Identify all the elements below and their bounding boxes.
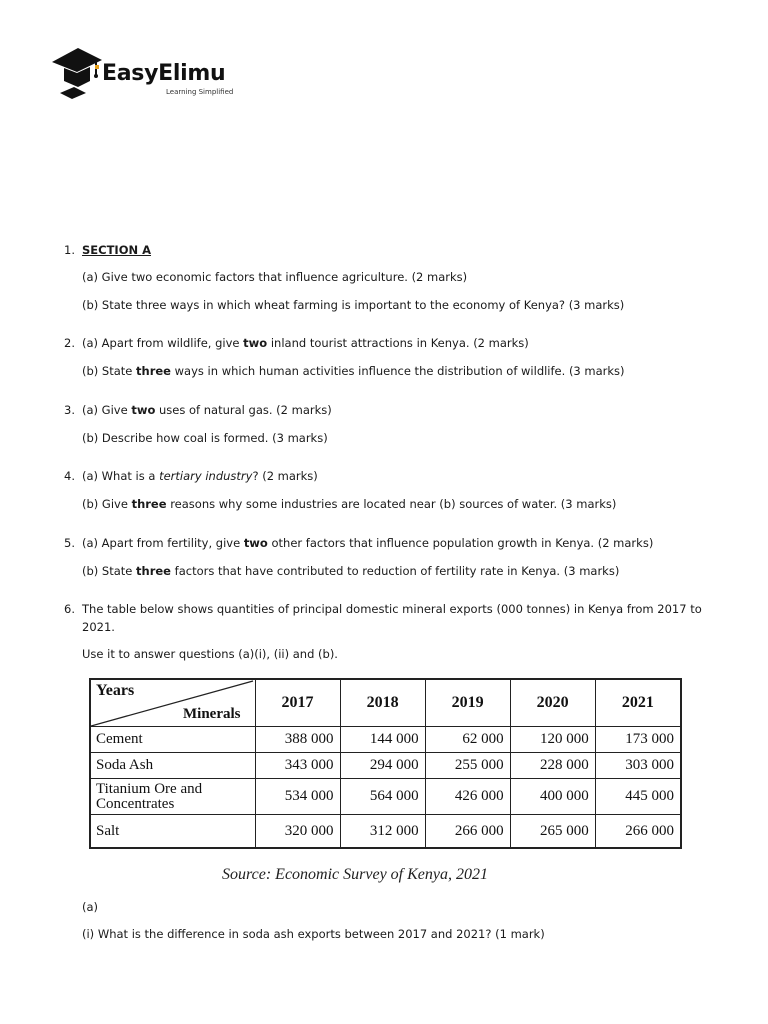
mineral-name: Soda Ash [90,753,255,779]
table-cell: 62 000 [425,727,510,753]
table-row [90,779,681,815]
mineral-name: Salt [90,815,255,848]
question-1a: (a) Give two economic factors that influence agriculture. (2 marks) [82,270,468,284]
brand-tagline: Learning Simplified [166,88,234,96]
year-header: 2019 [425,679,510,727]
table-header-row [90,679,681,727]
table-cell: 400 000 [510,779,595,815]
table-cell: 534 000 [255,779,340,815]
question-6-instruction: Use it to answer questions (a)(i), (ii) and (b). [82,647,338,661]
question-3b: (b) Describe how coal is formed. (3 marks) [82,431,328,445]
table-cell: 445 000 [595,779,681,815]
question-number: 2. [64,336,75,350]
question-1b: (b) State three ways in which wheat farming is important to the economy of Kenya? (3 marks) [82,298,625,312]
year-header: 2021 [595,679,681,727]
question-6a-label: (a) [82,900,99,914]
table-cell: 120 000 [510,727,595,753]
table-row [90,727,681,753]
table-cell: 303 000 [595,753,681,779]
question-number: 3. [64,403,75,417]
table-cell: 343 000 [255,753,340,779]
year-header: 2018 [340,679,425,727]
question-2b: (b) State three ways in which human activities influence the distribution of wildlife. (3 marks) [82,364,625,378]
brand-name: EasyElimu [102,61,226,86]
table-row [90,815,681,848]
table-cell: 173 000 [595,727,681,753]
table-row [90,753,681,779]
question-number: 6. [64,602,75,616]
table-cell: 266 000 [595,815,681,848]
question-3a: (a) Give two uses of natural gas. (2 marks) [82,403,332,417]
minerals-header: Minerals [183,706,241,723]
question-number: 4. [64,469,75,483]
mineral-name: Titanium Ore and Concentrates [90,779,255,815]
section-heading: SECTION A [82,243,152,257]
table-cell: 265 000 [510,815,595,848]
question-4b: (b) Give three reasons why some industries are located near (b) sources of water. (3 marks) [82,497,617,511]
graduation-cap-icon [50,45,106,100]
question-5b: (b) State three factors that have contributed to reduction of fertility rate in Kenya. (3 marks) [82,564,620,578]
year-header: 2020 [510,679,595,727]
question-6-intro-cont: 2021. [82,620,115,634]
table-source: Source: Economic Survey of Kenya, 2021 [222,866,488,883]
table-cell: 564 000 [340,779,425,815]
question-4a: (a) What is a tertiary industry? (2 marks) [82,469,318,483]
mineral-name: Cement [90,727,255,753]
question-5a: (a) Apart from fertility, give two other factors that influence population growth in Kenya. (2 marks) [82,536,654,550]
mineral-exports-table [89,678,682,849]
table-cell: 388 000 [255,727,340,753]
question-2a: (a) Apart from wildlife, give two inland tourist attractions in Kenya. (2 marks) [82,336,529,350]
table-cell: 320 000 [255,815,340,848]
table-cell: 294 000 [340,753,425,779]
year-header: 2017 [255,679,340,727]
table-cell: 228 000 [510,753,595,779]
table-cell: 426 000 [425,779,510,815]
question-6ai: (i) What is the difference in soda ash exports between 2017 and 2021? (1 mark) [82,927,545,941]
question-number: 1. [64,243,75,257]
question-6-intro: The table below shows quantities of principal domestic mineral exports (000 tonnes) in Kenya from 2017 to [82,602,702,616]
years-header: Years [96,682,135,699]
question-number: 5. [64,536,75,550]
brand-logo [50,45,250,100]
table-cell: 255 000 [425,753,510,779]
table-corner-cell [90,679,255,727]
table-cell: 312 000 [340,815,425,848]
table-cell: 266 000 [425,815,510,848]
table-cell: 144 000 [340,727,425,753]
